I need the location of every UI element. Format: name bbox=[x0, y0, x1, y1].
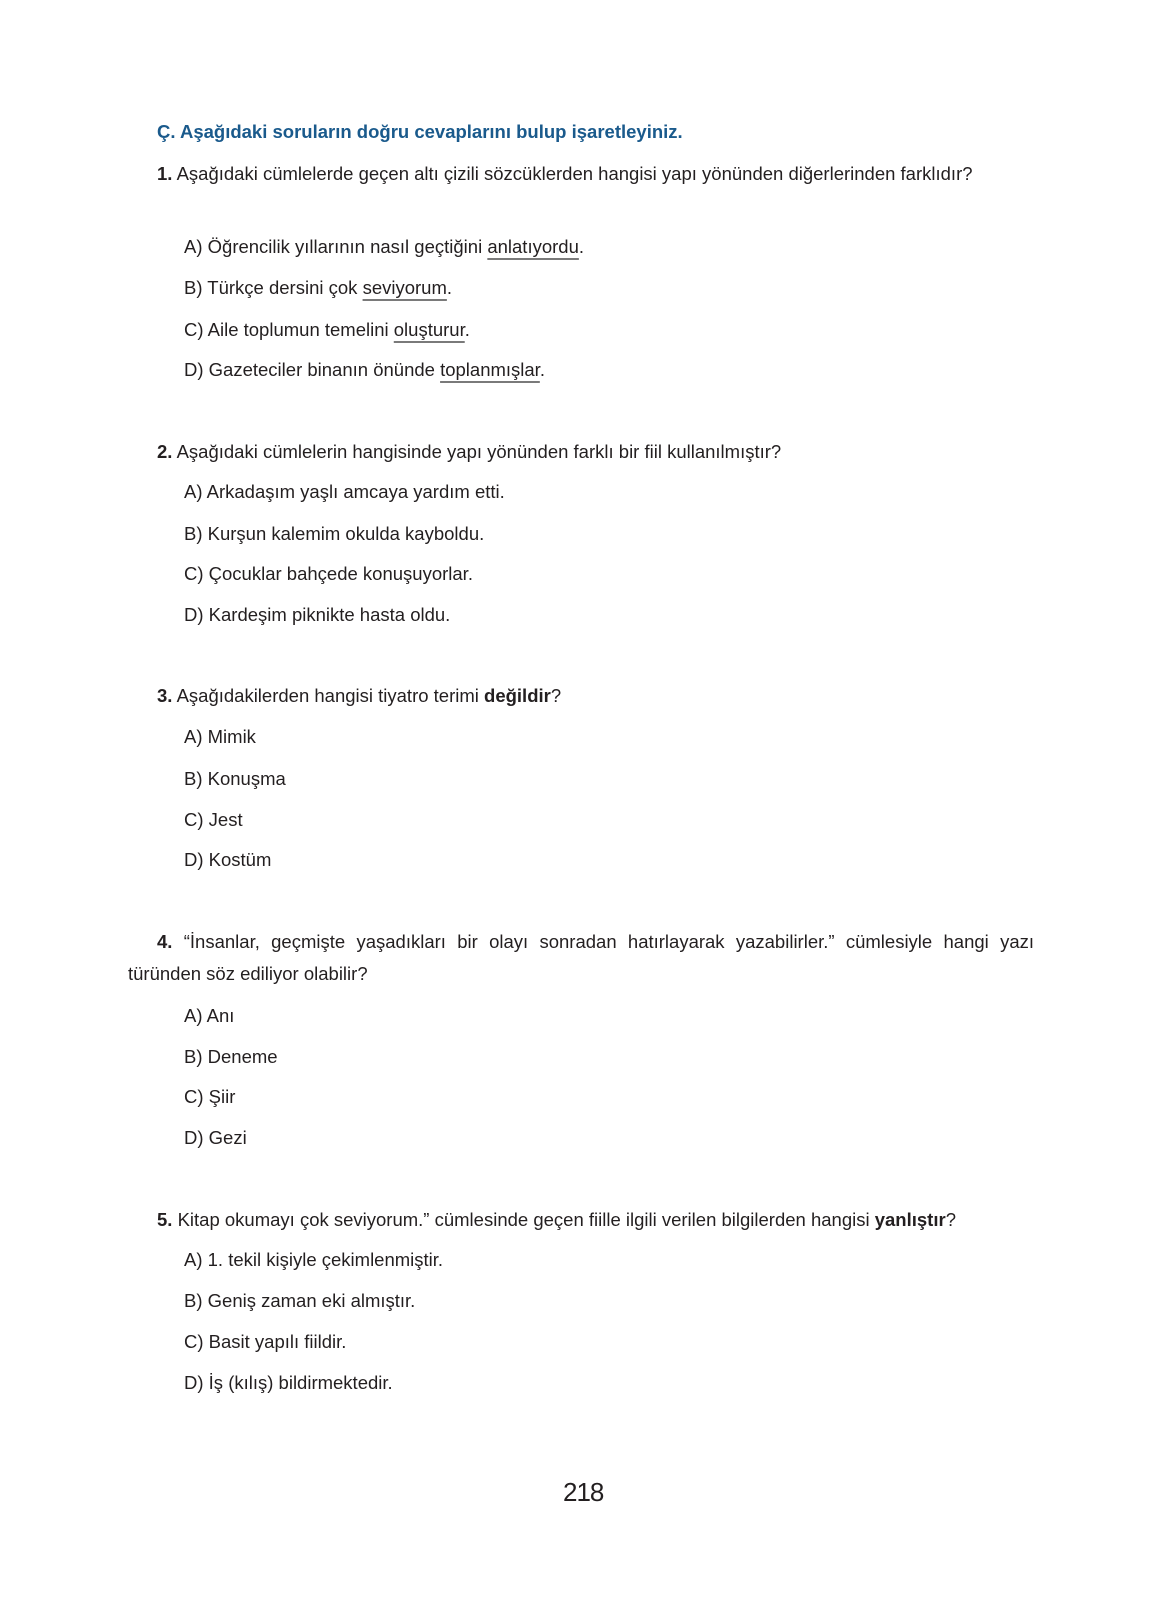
option-b[interactable]: B) Konuşma bbox=[184, 768, 286, 789]
option-a[interactable]: A) Arkadaşım yaşlı amcaya yardım etti. bbox=[184, 481, 505, 502]
question-text: Aşağıdakilerden hangisi tiyatro terimi bbox=[176, 685, 485, 706]
emphasis: değildir bbox=[484, 685, 551, 706]
question-number: 4. bbox=[157, 931, 173, 952]
option-text: . bbox=[578, 236, 585, 257]
option-text: . bbox=[464, 319, 470, 340]
option-text: . bbox=[446, 277, 453, 298]
option-b[interactable]: B) Geniş zaman eki almıştır. bbox=[184, 1290, 416, 1311]
question-text-end: ? bbox=[550, 685, 562, 706]
option-a[interactable]: A) 1. tekil kişiyle çekimlenmiştir. bbox=[184, 1249, 444, 1270]
question-text: Aşağıdaki cümlelerde geçen altı çizili sözcüklerden hangisi yapı yönünden diğerlerinden farklıdır? bbox=[176, 163, 973, 184]
emphasis: yanlıştır bbox=[874, 1209, 946, 1230]
question-5 bbox=[128, 1204, 1034, 1236]
question-number: 2. bbox=[157, 441, 173, 462]
option-text: B) Türkçe dersini çok bbox=[184, 277, 363, 298]
option-d[interactable]: D) Gezi bbox=[184, 1127, 247, 1148]
option-d[interactable]: D) İş (kılış) bildirmektedir. bbox=[184, 1372, 393, 1393]
underlined-word: anlatıyordu bbox=[487, 236, 579, 257]
question-number: 3. bbox=[157, 685, 173, 706]
question-number: 5. bbox=[157, 1209, 173, 1230]
option-b[interactable]: B) Deneme bbox=[184, 1046, 278, 1067]
section-title: Ç. Aşağıdaki soruların doğru cevaplarını bulup işaretleyiniz. bbox=[157, 121, 683, 142]
option-b[interactable] bbox=[184, 277, 452, 299]
option-a[interactable]: A) Mimik bbox=[184, 726, 256, 747]
option-b[interactable]: B) Kurşun kalemim okulda kayboldu. bbox=[184, 523, 485, 544]
option-c[interactable]: C) Çocuklar bahçede konuşuyorlar. bbox=[184, 563, 473, 584]
underlined-word: seviyorum bbox=[362, 277, 447, 298]
option-c[interactable] bbox=[184, 319, 470, 341]
question-text: Aşağıdaki cümlelerin hangisinde yapı yönünden farklı bir fiil kullanılmıştır? bbox=[176, 441, 782, 462]
option-c[interactable]: C) Jest bbox=[184, 809, 243, 830]
underlined-word: oluşturur bbox=[393, 319, 465, 340]
page-number: 218 bbox=[563, 1477, 604, 1507]
question-3 bbox=[128, 680, 1034, 712]
option-text: C) Aile toplumun temelini bbox=[184, 319, 394, 340]
option-text: D) Gazeteciler binanın önünde bbox=[184, 359, 441, 380]
question-text-end: ? bbox=[945, 1209, 956, 1230]
option-text: . bbox=[539, 359, 545, 380]
question-text: Kitap okumayı çok seviyorum.” cümlesinde geçen fiille ilgili verilen bilgilerden hangisi bbox=[177, 1209, 875, 1230]
option-text: A) Öğrencilik yıllarının nasıl geçtiğini bbox=[184, 236, 488, 257]
question-text: “İnsanlar, geçmişte yaşadıkları bir olayı sonradan hatırlayarak yazabilirler.” cümlesiyle hangi yazı türünden söz ediliyor olabilir? bbox=[128, 931, 1035, 984]
option-c[interactable]: C) Şiir bbox=[184, 1086, 236, 1107]
option-d[interactable]: D) Kardeşim piknikte hasta oldu. bbox=[184, 604, 451, 625]
underlined-word: toplanmışlar bbox=[440, 359, 540, 380]
option-d[interactable]: D) Kostüm bbox=[184, 849, 272, 870]
option-d[interactable] bbox=[184, 359, 545, 381]
question-4 bbox=[128, 926, 1034, 990]
option-c[interactable]: C) Basit yapılı fiildir. bbox=[184, 1331, 347, 1352]
option-a[interactable]: A) Anı bbox=[184, 1005, 235, 1026]
question-1 bbox=[128, 158, 1034, 190]
option-a[interactable] bbox=[184, 236, 584, 258]
question-number: 1. bbox=[157, 163, 173, 184]
question-2 bbox=[128, 436, 1034, 468]
